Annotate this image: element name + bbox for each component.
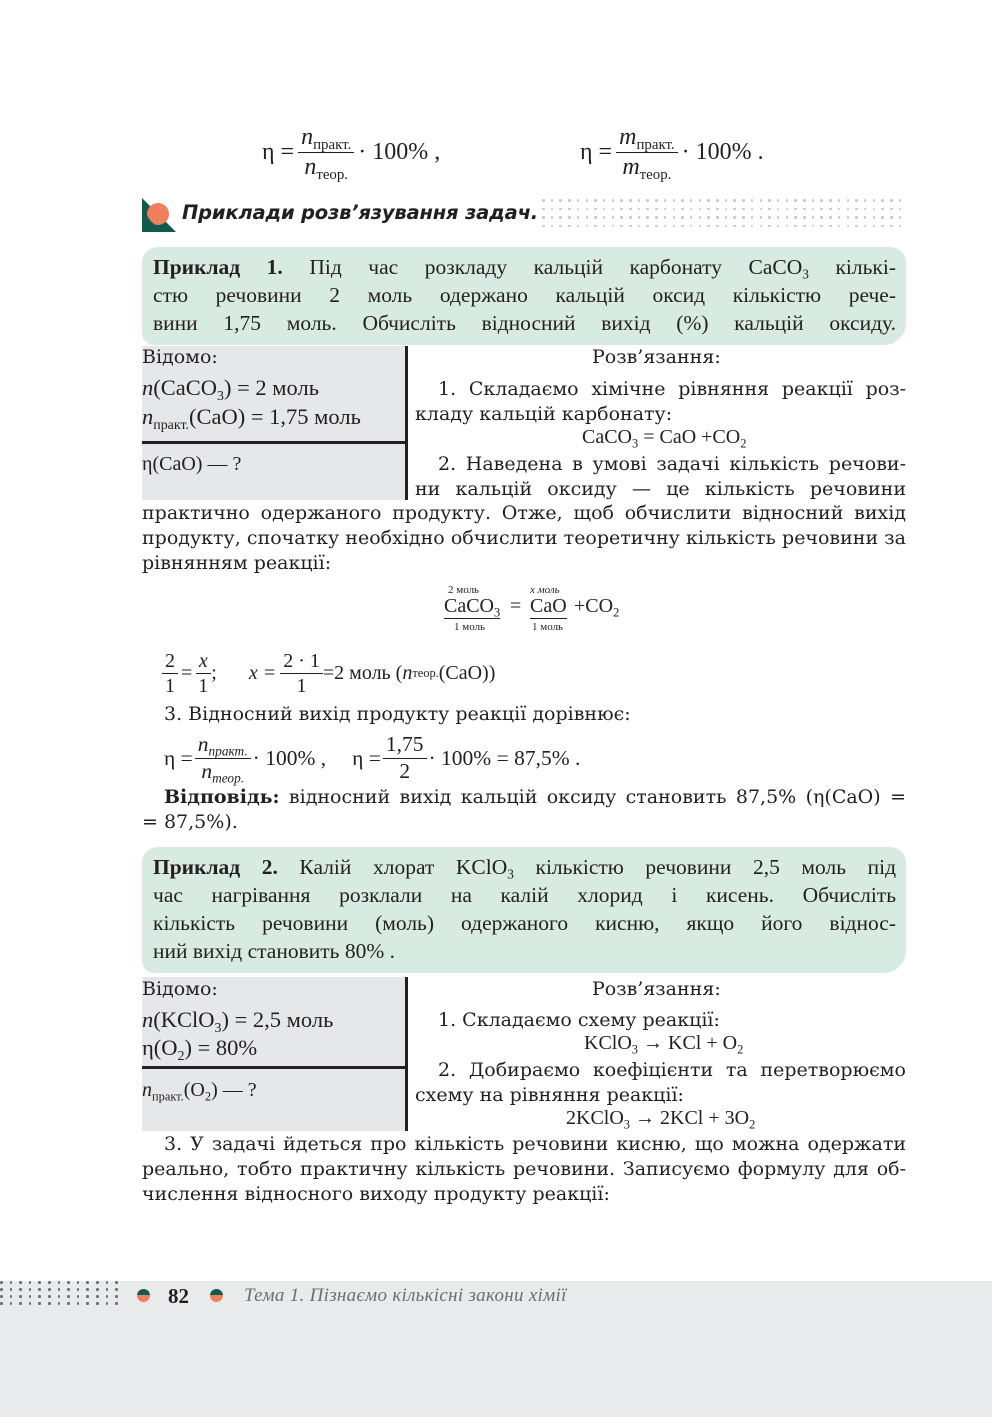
- annotation-top-a: 2 моль: [448, 584, 480, 596]
- dot: [629, 225, 632, 228]
- dot: [19, 1288, 22, 1291]
- dot: [699, 225, 702, 228]
- dot: [29, 1281, 32, 1284]
- dot: [638, 225, 641, 228]
- formula-lhs: η =: [580, 138, 613, 165]
- dot: [838, 208, 841, 211]
- dot: [551, 225, 554, 228]
- equals-sign: =: [510, 595, 522, 617]
- dot: [707, 208, 710, 211]
- dot: [664, 216, 667, 219]
- dot: [803, 199, 806, 202]
- dot: [638, 199, 641, 202]
- dot: [881, 225, 884, 228]
- formula-co2: $+CO_2$: [574, 595, 620, 620]
- example2-equation2: 2KClO$_3$ → $2KCl + 3O_2$: [566, 1107, 756, 1132]
- dot: [777, 216, 780, 219]
- dot: [838, 216, 841, 219]
- dot: [612, 208, 615, 211]
- dot: [890, 216, 893, 219]
- dot: [760, 225, 763, 228]
- dot: [673, 225, 676, 228]
- example2-known1: n(KClO$_3$) = 2,5 моль: [142, 1007, 334, 1036]
- dot: [760, 199, 763, 202]
- example1-paragraph-line2: продукту, спочатку необхідно обчислити теоретичну кількість речовини за: [142, 527, 906, 549]
- dot: [559, 208, 562, 211]
- dot: [106, 1281, 109, 1284]
- dot: [542, 208, 545, 211]
- dot: [847, 208, 850, 211]
- divider: [142, 1066, 408, 1069]
- dot: [716, 208, 719, 211]
- dot: [899, 199, 902, 202]
- dot: [86, 1288, 89, 1291]
- dot: [786, 208, 789, 211]
- dot: [655, 225, 658, 228]
- dot: [768, 208, 771, 211]
- dot: [829, 225, 832, 228]
- dot: [48, 1302, 51, 1305]
- formula-caco3: CaCO$_3$: [444, 595, 501, 620]
- dot: [855, 216, 858, 219]
- example1-paragraph-line1: практично одержаного продукту. Отже, щоб обчислити відносний вихід: [142, 502, 906, 524]
- dot: [115, 1288, 118, 1291]
- dot: [820, 225, 823, 228]
- dot: [542, 225, 545, 228]
- dot: [699, 208, 702, 211]
- dot: [603, 225, 606, 228]
- dot: [699, 216, 702, 219]
- dot: [646, 225, 649, 228]
- dot: [559, 225, 562, 228]
- dot: [568, 199, 571, 202]
- example1-known2: $n_{практ.}(CaO) = 1,75$ моль: [142, 404, 361, 433]
- dot: [638, 216, 641, 219]
- dot: [716, 199, 719, 202]
- dot: [19, 1295, 22, 1298]
- dot: [725, 199, 728, 202]
- fraction: $\frac{x}{1}$: [195, 650, 211, 697]
- formula-tail: · 100% ,: [358, 138, 441, 165]
- footer-dots: [0, 1281, 124, 1309]
- dot: [106, 1288, 109, 1291]
- dot: [890, 225, 893, 228]
- dot: [542, 216, 545, 219]
- dot: [96, 1281, 99, 1284]
- dot: [725, 225, 728, 228]
- dot: [586, 216, 589, 219]
- dot: [67, 1281, 70, 1284]
- dot: [881, 216, 884, 219]
- dot: [768, 225, 771, 228]
- example1-line1: Приклад 1. Під час розкладу кальцій карбонату CaCO$_3$ кількі-: [153, 255, 896, 282]
- dot: [586, 225, 589, 228]
- dot: [577, 216, 580, 219]
- dot: [681, 199, 684, 202]
- formula-eta-m: [580, 120, 764, 184]
- example2-step2-line1: 2. Добираємо коефіцієнти та перетворюємо: [438, 1059, 906, 1081]
- dot: [29, 1288, 32, 1291]
- example1-equation2: [444, 584, 644, 634]
- fraction: $\frac{n_{практ.}}{n_{теор.}}$: [298, 124, 354, 180]
- dot: [855, 208, 858, 211]
- example1-step1-line1: 1. Складаємо хімічне рівняння реакції роз-: [438, 378, 906, 400]
- dot: [77, 1295, 80, 1298]
- example2-step3-line3: числення відносного виходу продукту реакції:: [142, 1183, 610, 1205]
- dot: [794, 225, 797, 228]
- dot: [86, 1295, 89, 1298]
- dot: [77, 1288, 80, 1291]
- dot: [673, 199, 676, 202]
- dot: [873, 216, 876, 219]
- example2-line3: кількість речовини (моль) одержаного кисню, якщо його віднос-: [153, 911, 896, 935]
- dot: [794, 216, 797, 219]
- dot: [594, 216, 597, 219]
- dot: [655, 199, 658, 202]
- example2-step3-line1: 3. У задачі йдеться про кількість речовини кисню, що можна одержати: [164, 1133, 906, 1155]
- dot: [768, 199, 771, 202]
- dot: [733, 216, 736, 219]
- dot: [586, 199, 589, 202]
- dot: [58, 1302, 61, 1305]
- dot: [38, 1281, 41, 1284]
- example2-line2: час нагрівання розклали на калій хлорид і кисень. Обчисліть: [153, 883, 896, 907]
- dot: [707, 199, 710, 202]
- formula-lhs: η =: [262, 138, 295, 165]
- dot: [777, 225, 780, 228]
- dot: [794, 199, 797, 202]
- dot: [812, 199, 815, 202]
- dot: [855, 199, 858, 202]
- dot: [864, 225, 867, 228]
- dot: [699, 199, 702, 202]
- dot: [10, 1281, 13, 1284]
- section-header: [142, 197, 908, 233]
- dot: [115, 1302, 118, 1305]
- dot: [890, 199, 893, 202]
- example1-known-label: Відомо:: [142, 346, 218, 368]
- dot: [777, 199, 780, 202]
- dot: [86, 1281, 89, 1284]
- dot: [864, 208, 867, 211]
- example1-step2-line1: 2. Наведена в умові задачі кількість речови-: [438, 453, 906, 475]
- dot: [742, 216, 745, 219]
- dot: [58, 1288, 61, 1291]
- example1-proportion: $\frac{2}{1}$ = $\frac{x}{1}$ ; x = $\frac{2 \cdot 1}{1}$ =2 моль ( n теор. (CaO)): [162, 648, 495, 698]
- dot: [855, 225, 858, 228]
- dot: [568, 208, 571, 211]
- dot: [768, 216, 771, 219]
- dot: [890, 208, 893, 211]
- example2-box: [142, 847, 906, 973]
- dot: [646, 216, 649, 219]
- dot: [820, 199, 823, 202]
- dot: [673, 208, 676, 211]
- dot: [899, 225, 902, 228]
- dot: [838, 199, 841, 202]
- dot: [864, 199, 867, 202]
- dot: [829, 199, 832, 202]
- divider: [405, 346, 408, 500]
- dot: [638, 208, 641, 211]
- example1-solution-label: Розв’язання:: [592, 346, 721, 368]
- dot: [19, 1281, 22, 1284]
- dot: [733, 225, 736, 228]
- dot: [881, 208, 884, 211]
- dot: [812, 225, 815, 228]
- dot: [594, 208, 597, 211]
- dot: [620, 199, 623, 202]
- dot: [803, 208, 806, 211]
- dot: [733, 199, 736, 202]
- dot: [725, 216, 728, 219]
- bullet-ball-icon: [210, 1289, 223, 1302]
- dot: [873, 208, 876, 211]
- dot: [0, 1302, 3, 1305]
- example2-known2: $\eta(O_2) = 80\%$: [142, 1035, 258, 1064]
- example1-equation1: CaCO$_3$ = CaO $+CO_2$: [582, 426, 747, 451]
- dot: [629, 208, 632, 211]
- example2-known-label: Відомо:: [142, 978, 218, 1000]
- dot: [106, 1302, 109, 1305]
- section-title: Приклади розв’язування задач.: [182, 201, 538, 224]
- dot: [803, 225, 806, 228]
- example1-answer-line1: Відповідь: відносний вихід кальцій оксиду становить 87,5% (η(CaO) =: [164, 786, 906, 808]
- fraction: $\frac{m_{практ.}}{m_{теор.}}$: [616, 124, 677, 180]
- example1-paragraph-line3: рівнянням реакції:: [142, 552, 332, 574]
- dot: [646, 199, 649, 202]
- dot: [812, 208, 815, 211]
- dot: [716, 225, 719, 228]
- dot: [803, 216, 806, 219]
- dot: [786, 225, 789, 228]
- annotation-bottom-b: 1 моль: [532, 621, 564, 633]
- example2-line4: ний вихід становить 80% .: [153, 939, 395, 963]
- formula-tail: · 100% .: [681, 138, 764, 165]
- dot: [96, 1302, 99, 1305]
- dot: [77, 1302, 80, 1305]
- dot: [620, 225, 623, 228]
- dot: [594, 199, 597, 202]
- dot: [655, 216, 658, 219]
- dot: [664, 199, 667, 202]
- example1-step1-line2: кладу кальцій карбонату:: [415, 403, 673, 425]
- dot: [690, 208, 693, 211]
- dot: [551, 199, 554, 202]
- dot: [820, 216, 823, 219]
- dot: [812, 216, 815, 219]
- example1-step3: 3. Відносний вихід продукту реакції дорівнює:: [164, 703, 631, 725]
- dot: [742, 199, 745, 202]
- fraction: $\frac{1,75}{2}$: [383, 733, 427, 783]
- dot: [681, 208, 684, 211]
- dot: [786, 199, 789, 202]
- dot: [10, 1295, 13, 1298]
- dot: [551, 216, 554, 219]
- example2-step3-line2: реально, тобто практичну кількість речовини. Записуємо формулу для об-: [142, 1158, 906, 1180]
- example2-line1: Приклад 2. Калій хлорат KClO$_3$ кількістю речовини 2,5 моль під: [153, 855, 897, 882]
- dot: [629, 216, 632, 219]
- dot: [690, 216, 693, 219]
- dot: [0, 1295, 3, 1298]
- dot: [559, 216, 562, 219]
- dot: [760, 208, 763, 211]
- dot: [786, 216, 789, 219]
- dot: [725, 208, 728, 211]
- dot: [760, 216, 763, 219]
- dot: [838, 225, 841, 228]
- section-dots: [542, 199, 908, 231]
- dot: [10, 1302, 13, 1305]
- dot: [690, 199, 693, 202]
- dot: [664, 225, 667, 228]
- dot: [742, 225, 745, 228]
- dot: [96, 1288, 99, 1291]
- dot: [38, 1302, 41, 1305]
- dot: [751, 199, 754, 202]
- dot: [67, 1288, 70, 1291]
- dot: [777, 208, 780, 211]
- divider: [405, 977, 408, 1131]
- fraction: $\frac{2}{1}$: [162, 650, 178, 697]
- dot: [612, 225, 615, 228]
- annotation-bottom-a: 1 моль: [454, 621, 486, 633]
- dot: [58, 1295, 61, 1298]
- dot: [48, 1288, 51, 1291]
- dot: [86, 1302, 89, 1305]
- dot: [577, 225, 580, 228]
- dot: [67, 1302, 70, 1305]
- example2-step2-line2: схему на рівняння реакції:: [415, 1084, 684, 1106]
- dot: [681, 225, 684, 228]
- dot: [751, 208, 754, 211]
- dot: [620, 208, 623, 211]
- dot: [38, 1295, 41, 1298]
- example1-answer-line2: = 87,5%).: [142, 811, 238, 833]
- example2-find: $n_{практ.}(O_2)$ — ?: [142, 1079, 257, 1104]
- dot: [864, 216, 867, 219]
- bullet-ball-icon: [137, 1289, 150, 1302]
- dot: [594, 225, 597, 228]
- footer-topic: Тема 1. Пізнаємо кількісні закони хімії: [244, 1285, 567, 1306]
- dot: [577, 199, 580, 202]
- dot: [603, 208, 606, 211]
- example1-eta-formula: η = $\frac{n_{практ.}}{n_{теор.}}$ · 100% , η = $\frac{1,75}{2}$ · 100% = 87,5% .: [164, 731, 581, 786]
- dot: [568, 216, 571, 219]
- dot: [794, 208, 797, 211]
- dot: [115, 1295, 118, 1298]
- dot: [77, 1281, 80, 1284]
- dot: [542, 199, 545, 202]
- dot: [881, 199, 884, 202]
- dot: [96, 1295, 99, 1298]
- dot: [58, 1281, 61, 1284]
- dot: [655, 208, 658, 211]
- dot: [612, 216, 615, 219]
- example1-line3: вини 1,75 моль. Обчисліть відносний вихід (%) кальцій оксиду.: [153, 311, 896, 335]
- dot: [67, 1295, 70, 1298]
- example2-equation1: KClO$_3$ → KCl + $O_2$: [584, 1032, 744, 1057]
- annotation-top-b: x моль: [530, 584, 560, 596]
- dot: [568, 225, 571, 228]
- dot: [603, 216, 606, 219]
- dot: [707, 225, 710, 228]
- dot: [115, 1281, 118, 1284]
- dot: [559, 199, 562, 202]
- formula-eta-n: [262, 120, 440, 184]
- dot: [0, 1288, 3, 1291]
- dot: [829, 208, 832, 211]
- dot: [646, 208, 649, 211]
- example2-step1: 1. Складаємо схему реакції:: [438, 1009, 720, 1031]
- dot: [847, 199, 850, 202]
- example1-known1: n(CaCO$_3$) = 2 моль: [142, 375, 319, 404]
- dot: [716, 216, 719, 219]
- example1-box: [142, 247, 906, 345]
- fraction: $\frac{2 \cdot 1}{1}$: [280, 650, 323, 697]
- example1-find: η(CaO) — ?: [142, 453, 242, 475]
- dot: [577, 208, 580, 211]
- dot: [820, 208, 823, 211]
- dot: [847, 216, 850, 219]
- dot: [620, 216, 623, 219]
- example1-step2-line2: ни кальцій оксиду — це кількість речовини: [415, 478, 906, 500]
- dot: [829, 216, 832, 219]
- dot: [551, 208, 554, 211]
- formula-cao: CaO: [530, 595, 567, 617]
- dot: [29, 1302, 32, 1305]
- example2-solution-label: Розв’язання:: [592, 978, 721, 1000]
- divider: [142, 441, 408, 444]
- example1-line2: стю речовини 2 моль одержано кальцій оксид кількістю рече-: [153, 283, 896, 307]
- dot: [873, 225, 876, 228]
- dot: [899, 216, 902, 219]
- dot: [603, 199, 606, 202]
- dot: [586, 208, 589, 211]
- dot: [48, 1281, 51, 1284]
- fraction: $\frac{n_{практ.}}{n_{теор.}}$: [195, 733, 251, 783]
- page-number: 82: [168, 1284, 189, 1308]
- dot: [19, 1302, 22, 1305]
- dot: [690, 225, 693, 228]
- dot: [673, 216, 676, 219]
- dot: [873, 199, 876, 202]
- dot: [742, 208, 745, 211]
- dot: [612, 199, 615, 202]
- dot: [29, 1295, 32, 1298]
- dot: [664, 208, 667, 211]
- dot: [10, 1288, 13, 1291]
- dot: [629, 199, 632, 202]
- dot: [751, 225, 754, 228]
- dot: [751, 216, 754, 219]
- section-marker-icon: [142, 198, 176, 232]
- dot: [899, 208, 902, 211]
- dot: [48, 1295, 51, 1298]
- dot: [707, 216, 710, 219]
- dot: [106, 1295, 109, 1298]
- dot: [0, 1281, 3, 1284]
- dot: [38, 1288, 41, 1291]
- dot: [733, 208, 736, 211]
- dot: [847, 225, 850, 228]
- dot: [681, 216, 684, 219]
